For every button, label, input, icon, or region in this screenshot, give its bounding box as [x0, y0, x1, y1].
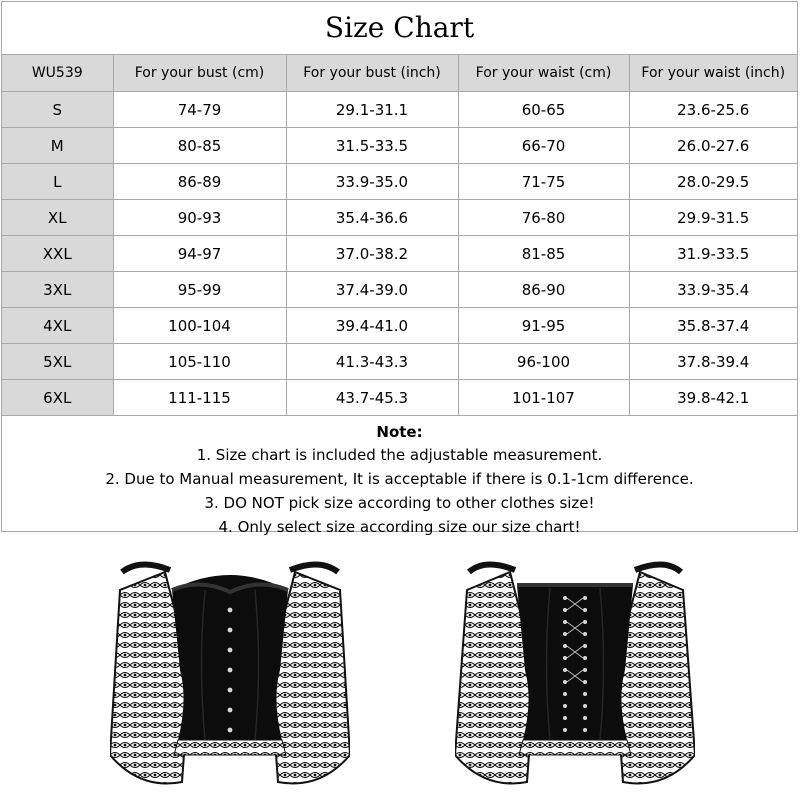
bust-cm-cell: 90-93	[113, 200, 286, 236]
waist-inch-cell: 31.9-33.5	[629, 236, 797, 272]
table-row	[2, 344, 797, 380]
waist-inch-cell: 28.0-29.5	[629, 164, 797, 200]
chart-title: Size Chart	[2, 2, 797, 55]
table-row	[2, 380, 797, 416]
waist-inch-cell: 35.8-37.4	[629, 308, 797, 344]
table-row	[2, 200, 797, 236]
table-row	[2, 236, 797, 272]
note-line: 3. DO NOT pick size according to other clothes size!	[204, 494, 595, 512]
notes-title: Note:	[376, 423, 423, 441]
bust-cm-cell: 86-89	[113, 164, 286, 200]
bust-cm-cell: 105-110	[113, 344, 286, 380]
size-chart-box	[1, 1, 798, 536]
note-line: 1. Size chart is included the adjustable measurement.	[196, 446, 603, 464]
bust-cm-cell: 94-97	[113, 236, 286, 272]
waist-cm-cell: 66-70	[458, 128, 629, 164]
size-cell: L	[2, 164, 113, 200]
waist-cm-cell: 71-75	[458, 164, 629, 200]
size-cell: 6XL	[2, 380, 113, 416]
header-bust-cm: For your bust (cm)	[113, 55, 286, 92]
table-row	[2, 164, 797, 200]
size-cell: M	[2, 128, 113, 164]
waist-inch-cell: 33.9-35.4	[629, 272, 797, 308]
waist-inch-cell: 29.9-31.5	[629, 200, 797, 236]
waist-cm-cell: 81-85	[458, 236, 629, 272]
bust-cm-cell: 74-79	[113, 92, 286, 128]
size-cell: XL	[2, 200, 113, 236]
bust-cm-cell: 95-99	[113, 272, 286, 308]
bust-cm-cell: 111-115	[113, 380, 286, 416]
bust-inch-cell: 39.4-41.0	[286, 308, 458, 344]
header-model-code: WU539	[2, 55, 113, 92]
waist-cm-cell: 86-90	[458, 272, 629, 308]
note-line: 4. Only select size according size our size chart!	[218, 518, 581, 536]
bust-inch-cell: 35.4-36.6	[286, 200, 458, 236]
waist-inch-cell: 39.8-42.1	[629, 380, 797, 416]
waist-cm-cell: 96-100	[458, 344, 629, 380]
bust-inch-cell: 43.7-45.3	[286, 380, 458, 416]
waist-cm-cell: 91-95	[458, 308, 629, 344]
bust-inch-cell: 33.9-35.0	[286, 164, 458, 200]
corset-front-photo	[110, 550, 350, 795]
bust-inch-cell: 37.0-38.2	[286, 236, 458, 272]
bust-inch-cell: 41.3-43.3	[286, 344, 458, 380]
corset-front-illustration	[110, 550, 350, 795]
bust-cm-cell: 100-104	[113, 308, 286, 344]
size-cell: S	[2, 92, 113, 128]
waist-cm-cell: 76-80	[458, 200, 629, 236]
size-cell: 4XL	[2, 308, 113, 344]
bust-inch-cell: 29.1-31.1	[286, 92, 458, 128]
corset-back-illustration	[455, 550, 695, 795]
size-cell: 5XL	[2, 344, 113, 380]
waist-cm-cell: 60-65	[458, 92, 629, 128]
waist-inch-cell: 23.6-25.6	[629, 92, 797, 128]
size-table	[2, 54, 797, 416]
table-header-row	[2, 55, 797, 92]
table-row	[2, 92, 797, 128]
table-row	[2, 272, 797, 308]
bust-inch-cell: 31.5-33.5	[286, 128, 458, 164]
bust-cm-cell: 80-85	[113, 128, 286, 164]
notes-section	[2, 421, 797, 539]
size-cell: 3XL	[2, 272, 113, 308]
size-cell: XXL	[2, 236, 113, 272]
note-line: 2. Due to Manual measurement, It is acceptable if there is 0.1-1cm difference.	[105, 470, 694, 488]
header-bust-inch: For your bust (inch)	[286, 55, 458, 92]
waist-inch-cell: 37.8-39.4	[629, 344, 797, 380]
corset-back-photo	[455, 550, 695, 795]
waist-inch-cell: 26.0-27.6	[629, 128, 797, 164]
header-waist-inch: For your waist (inch)	[629, 55, 797, 92]
table-row	[2, 308, 797, 344]
bust-inch-cell: 37.4-39.0	[286, 272, 458, 308]
table-row	[2, 128, 797, 164]
header-waist-cm: For your waist (cm)	[458, 55, 629, 92]
waist-cm-cell: 101-107	[458, 380, 629, 416]
